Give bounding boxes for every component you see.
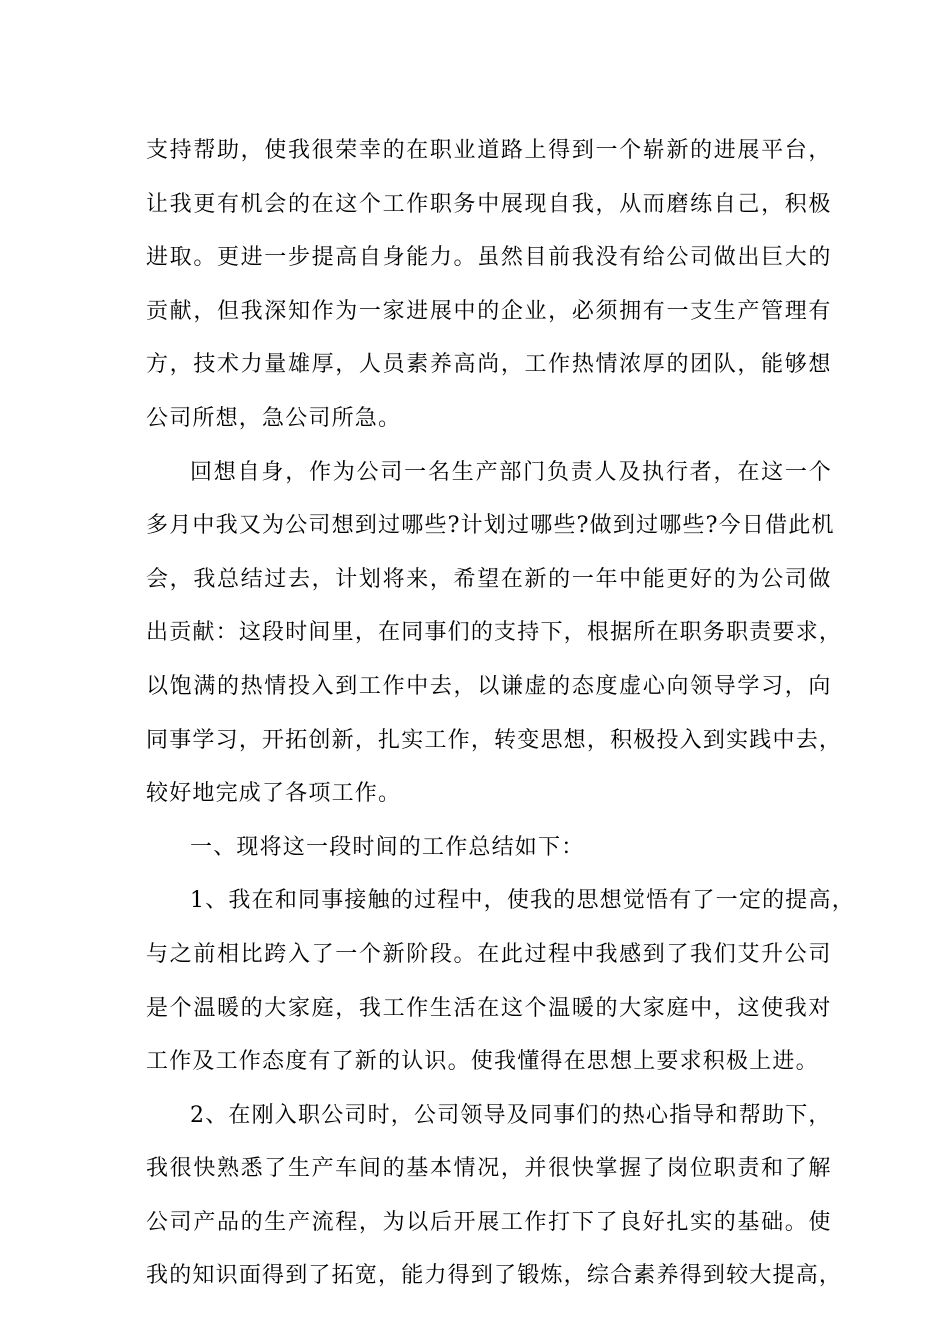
text-line: 支 持 帮 助 ， 使 我 很 荣 幸 的 在 职 业 道 路 上 得 到 一 个 崭 新 的 进 展 平 台 ， [146,138,832,163]
text-line: 公 司 产 品 的 生 产 流 程 ， 为 以 后 开 展 工 作 打 下 了 良 好 扎 实 的 基 础 。 使 [146,1209,832,1235]
document-body [146,124,855,1303]
paragraph-item-2 [146,1089,843,1303]
text-line: 与 之 前 相 比 跨 入 了 一 个 新 阶 段 。 在 此 过 程 中 我 感 到 了 我 们 艾 升 公 司 [146,941,832,967]
text-line: 出 贡 献 ： 这 段 时 间 里 ， 在 同 事 们 的 支 持 下 ， 根 据 所 在 职 务 职 责 要 求 ， [146,620,843,646]
text-line: 以 饱 满 的 热 情 投 入 到 工 作 中 去 ， 以 谦 虚 的 态 度 虚 心 向 领 导 学 习 ， 向 [146,673,832,699]
text-line: 我 的 知 识 面 得 到 了 拓 宽 ， 能 力 得 到 了 锻 炼 ， 综 合 素 养 得 到 较 大 提 高 ， [146,1263,843,1289]
text-line: 贡 献 ， 但 我 深 知 作 为 一 家 进 展 中 的 企 业 ， 必 须 拥 有 一 支 生 产 管 理 有 [146,298,832,324]
text-line: 回 想 自 身 ， 作 为 公 司 一 名 生 产 部 门 负 责 人 及 执 行 者 ， 在 这 一 个 [190,459,832,485]
section-heading [146,821,832,875]
text-line: 进 取 。 更 进 一 步 提 高 自 身 能 力 。 虽 然 目 前 我 没 有 给 公 司 做 出 巨 大 的 [146,245,832,271]
text-line: 1 、 我 在 和 同 事 接 触 的 过 程 中 ， 使 我 的 思 想 觉 悟 有 了 一 定 的 提 高 ， [190,888,855,914]
paragraph-item-1 [146,874,855,1088]
text-line: 会 ， 我 总 结 过 去 ， 计 划 将 来 ， 希 望 在 新 的 一 年 中 能 更 好 的 为 公 司 做 [146,566,832,592]
paragraph-2 [146,446,843,821]
text-line: 公司所想，急公司所急。 [146,405,402,431]
text-line: 让 我 更 有 机 会 的 在 这 个 工 作 职 务 中 展 现 自 我 ， 从 而 磨 练 自 己 ， 积 极 [146,191,832,217]
text-line: 多 月 中 我 又 为 公 司 想 到 过 哪 些 ? 计 划 过 哪 些 ? 做 到 过 哪 些 ? 今 日 借 此 机 [146,513,835,539]
paragraph-1 [146,124,832,446]
text-line: 方 ， 技 术 力 量 雄 厚 ， 人 员 素 养 高 尚 ， 工 作 热 情 浓 厚 的 团 队 ， 能 够 想 [146,352,832,378]
text-line: 较好地完成了各项工作。 [146,781,402,807]
text-line: 是 个 温 暖 的 大 家 庭 ， 我 工 作 生 活 在 这 个 温 暖 的 大 家 庭 中 ， 这 使 我 对 [146,995,832,1021]
text-line: 2、在刚入职公司时，公司领导及同事们的热心指导和帮助下， [190,1102,832,1128]
text-line: 同 事 学 习 ， 开 拓 创 新 ， 扎 实 工 作 ， 转 变 思 想 ， 积 极 投 入 到 实 践 中 去 ， [146,727,843,753]
text-line: 一、现将这一段时间的工作总结如下： [190,834,585,860]
text-line: 工作及工作态度有了新的认识。使我懂得在思想上要求积极上进。 [146,1049,819,1075]
text-line: 我 很 快 熟 悉 了 生 产 车 间 的 基 本 情 况 ， 并 很 快 掌 握 了 岗 位 职 责 和 了 解 [146,1156,832,1182]
